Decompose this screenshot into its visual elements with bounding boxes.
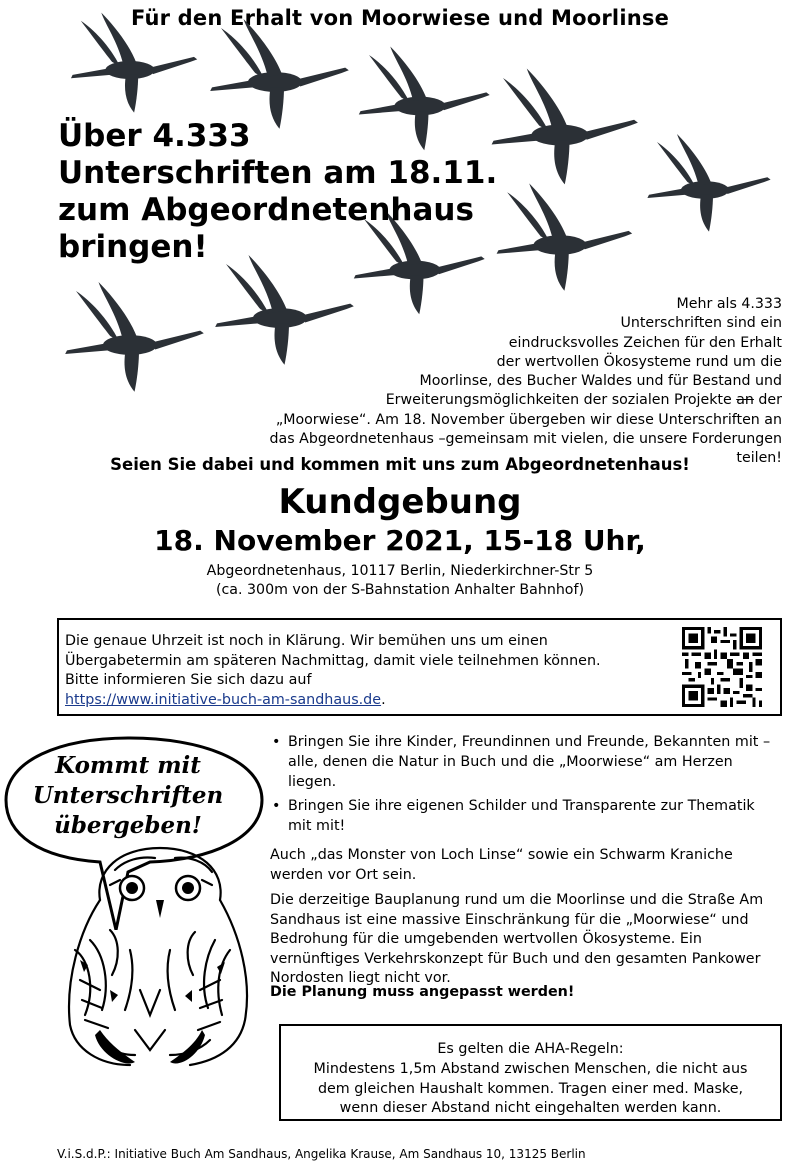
info-line: Die genaue Uhrzeit ist noch in Klärung. Wir bemühen uns um einen xyxy=(65,633,548,649)
qr-code-icon[interactable] xyxy=(682,627,762,707)
bubble-line: übergeben! xyxy=(54,812,202,839)
crane-icon-1 xyxy=(71,13,197,113)
crane-icon-4 xyxy=(492,69,638,185)
event-location xyxy=(0,562,800,600)
aha-line: dem gleichen Haushalt kommen. Tragen einer med. Maske, xyxy=(317,1080,744,1097)
info-box xyxy=(57,618,782,716)
event-title: Kundgebung xyxy=(278,482,522,522)
website-link[interactable]: https://www.initiative-buch-am-sandhaus.de xyxy=(65,691,382,708)
page-title: Für den Erhalt von Moorwiese und Moorlinse xyxy=(130,6,670,30)
bubble-line: Unterschriften xyxy=(32,782,224,809)
headline-line: Unterschriften am 18.11. xyxy=(58,155,498,191)
paragraph: Auch „das Monster von Loch Linse“ sowie ein Schwarm Kraniche werden vor Ort sein. xyxy=(270,847,733,883)
info-line: Übergabetermin am späteren Nachmittag, damit viele teilnehmen können. xyxy=(65,652,601,669)
event-directions: (ca. 300m von der S-Bahnstation Anhalter Bahnhof) xyxy=(215,582,585,598)
aha-line: Es gelten die AHA-Regeln: xyxy=(437,1041,624,1057)
info-line: Bitte informieren Sie sich dazu auf xyxy=(65,672,312,688)
headline-line: bringen! xyxy=(58,229,208,265)
owl-illustration-icon xyxy=(40,840,265,1070)
intro-line xyxy=(222,391,782,410)
strikethrough-word: an xyxy=(736,392,754,409)
paragraph: Die derzeitige Bauplanung rund um die Moorlinse und die Straße Am Sandhaus ist eine massive Einschränkung für die „Moorwiese“ und Bedrohung für die umgebenden wertvollen Ökosysteme. Ein vernünftiges Verkehrskonzept für Buch und den gesamten Pankower Nordosten liegt nicht vor. xyxy=(270,892,764,986)
aha-line: Mindestens 1,5m Abstand zwischen Menschen, die nicht aus xyxy=(313,1060,748,1077)
speech-bubble-text xyxy=(8,751,248,841)
intro-text-part: Erweiterungsmöglichkeiten der sozialen Projekte xyxy=(385,392,737,409)
crane-icon-5 xyxy=(647,134,770,232)
aha-rules-box xyxy=(279,1024,782,1121)
crane-icon-6 xyxy=(497,183,633,290)
intro-line: Mehr als 4.333 xyxy=(676,296,782,312)
bullet-list xyxy=(272,732,772,840)
intro-line: „Moorwiese“. Am 18. November übergeben wir diese Unterschriften an xyxy=(275,411,782,428)
intro-line: eindrucksvolles Zeichen für den Erhalt xyxy=(508,334,782,351)
headline xyxy=(58,118,497,266)
aha-line: wenn dieser Abstand nicht eingehalten werden kann. xyxy=(339,1100,722,1117)
crane-icon-2 xyxy=(210,19,349,129)
call-to-action: Seien Sie dabei und kommen mit uns zum Abgeordnetenhaus! xyxy=(110,455,690,474)
list-item: • Bringen Sie ihre Kinder, Freundinnen und Freunde, Bekannten mit – alle, denen die Natur in Buch und die „Moorwiese“ am Herzen liegen. xyxy=(272,732,772,792)
footer-imprint: V.i.S.d.P.: Initiative Buch Am Sandhaus, Angelika Krause, Am Sandhaus 10, 13125 Berlin xyxy=(57,1147,586,1161)
headline-line: Über 4.333 xyxy=(58,118,251,154)
list-item: • Bringen Sie ihre eigenen Schilder und Transparente zur Thematik mit mit! xyxy=(272,796,772,836)
crane-icon-9 xyxy=(65,282,204,392)
event-address: Abgeordnetenhaus, 10117 Berlin, Niederkirchner-Str 5 xyxy=(206,563,594,579)
intro-line: Moorlinse, des Bucher Waldes und für Bestand und xyxy=(419,373,782,390)
bubble-line: Kommt mit xyxy=(55,752,201,779)
info-text xyxy=(65,632,665,710)
event-date: 18. November 2021, 15-18 Uhr, xyxy=(154,524,646,557)
intro-line: der wertvollen Ökosysteme rund um die xyxy=(496,353,782,370)
link-suffix: . xyxy=(381,691,386,708)
headline-line: zum Abgeordnetenhaus xyxy=(58,192,474,228)
info-link-line xyxy=(65,691,665,711)
intro-line: das Abgeordnetenhaus –gemeinsam mit vielen, die unsere Forderungen teilen! xyxy=(269,431,782,467)
intro-line: Unterschriften sind ein xyxy=(620,315,782,332)
intro-text-part: der xyxy=(753,392,782,409)
intro-text xyxy=(222,295,782,469)
emphasis-paragraph: Die Planung muss angepasst werden! xyxy=(270,984,575,1000)
